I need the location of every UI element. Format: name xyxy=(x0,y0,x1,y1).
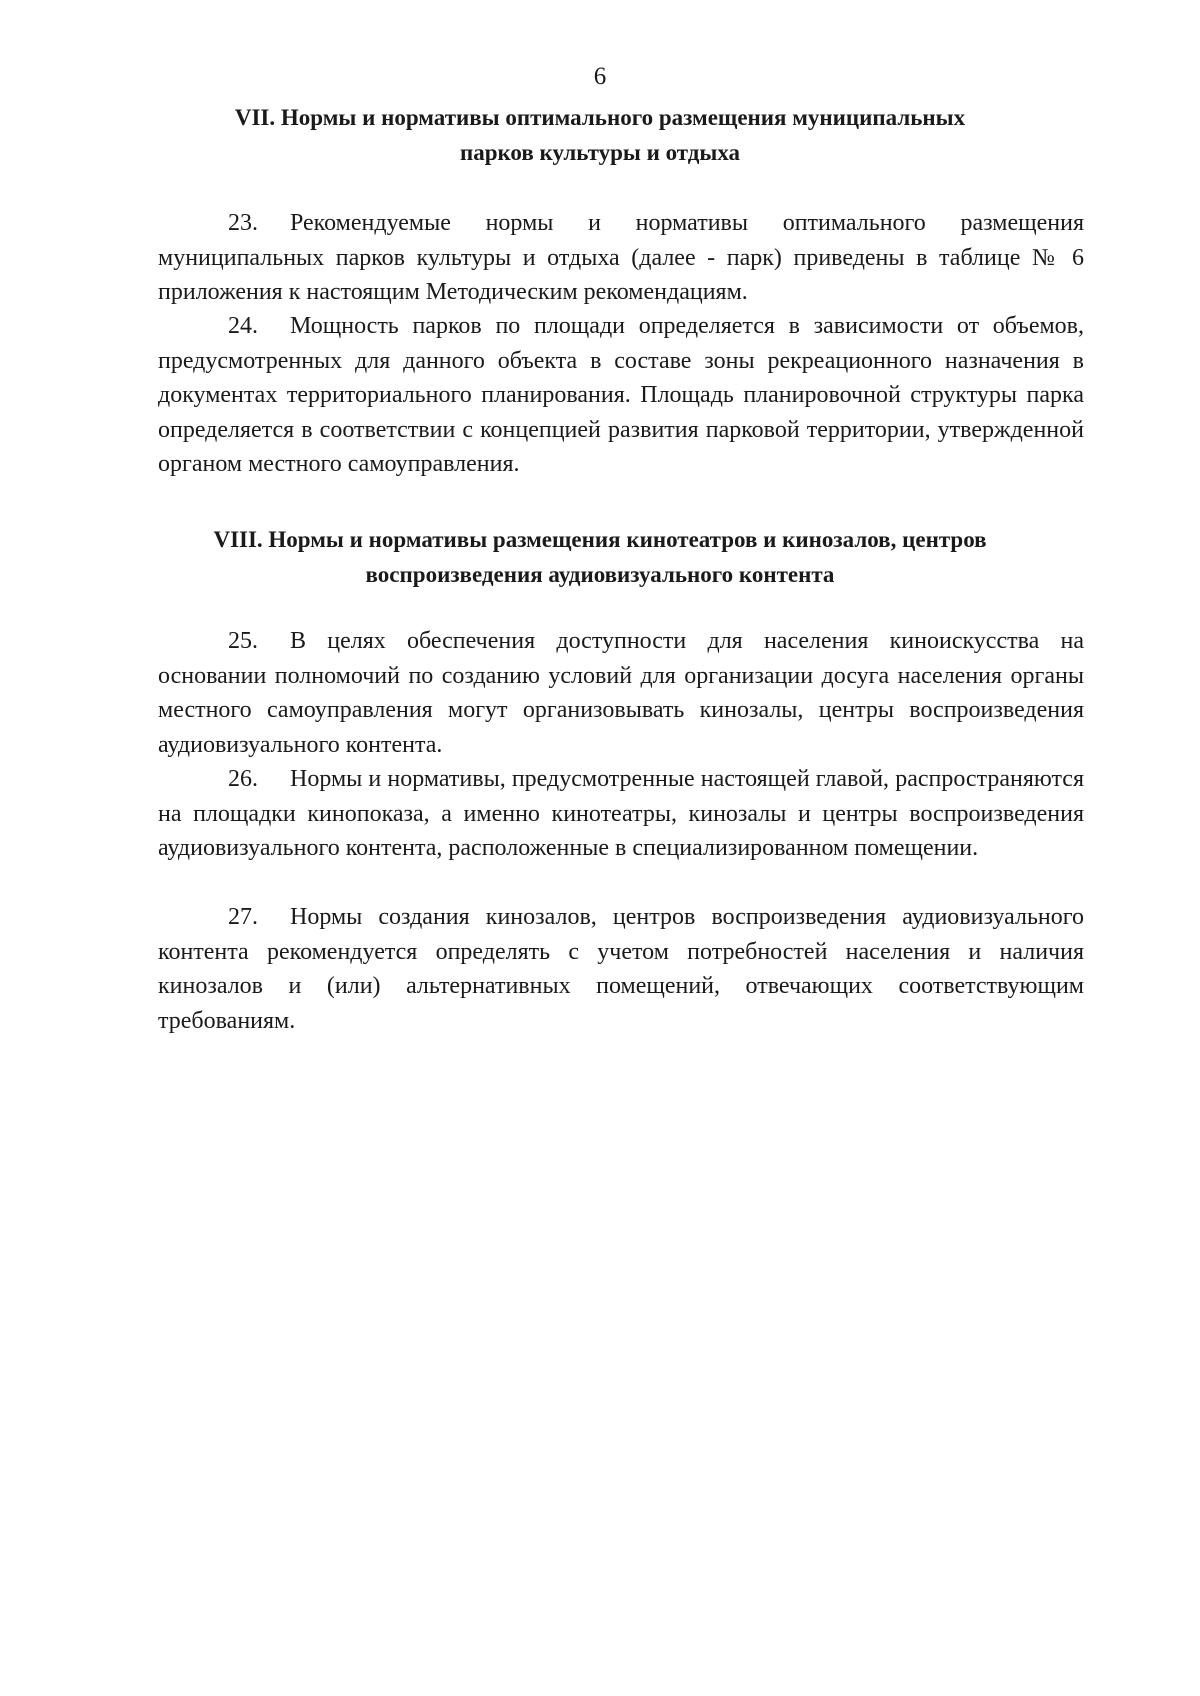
paragraph-23 xyxy=(158,206,1084,310)
paragraph-24 xyxy=(158,309,1084,482)
paragraph-26 xyxy=(158,762,1084,866)
paragraph-text: Мощность парков по площади определяется в зависимости от объемов, предусмотренных для данного объекта в составе зоны рекреационного назначения в документах территориального планирования. Площадь планировочной структуры парка определяется в соответствии с концепцией развития парковой территории, утвержденной органом местного самоуправления. xyxy=(158,313,1084,477)
section-heading-line: VIII. Нормы и нормативы размещения кинотеатров и кинозалов, центров xyxy=(213,527,987,552)
paragraph-25 xyxy=(158,624,1084,762)
section-heading-vii xyxy=(150,100,1050,170)
paragraph-number: 23. xyxy=(228,210,258,236)
paragraph-number: 24. xyxy=(228,313,258,339)
paragraph-number: 26. xyxy=(228,766,258,792)
paragraph-text: Рекомендуемые нормы и нормативы оптимального размещения муниципальных парков культуры и отдыха (далее - парк) приведены в таблице № 6 приложения к настоящим Методическим рекомендациям. xyxy=(158,210,1084,305)
paragraph-27 xyxy=(158,900,1084,1038)
paragraph-text: Нормы и нормативы, предусмотренные настоящей главой, распространяются на площадки кинопоказа, а именно кинотеатры, кинозалы и центры воспроизведения аудиовизуального контента, расположенные в специализированном помещении. xyxy=(158,766,1084,861)
paragraph-text: В целях обеспечения доступности для населения киноискусства на основании полномочий по созданию условий для организации досуга населения органы местного самоуправления могут организовывать кинозалы, центры воспроизведения аудиовизуального контента. xyxy=(158,628,1084,758)
page-number: 6 xyxy=(593,63,607,90)
section-heading-viii xyxy=(150,522,1050,592)
section-heading-line: воспроизведения аудиовизуального контента xyxy=(365,562,835,587)
section-heading-line: парков культуры и отдыха xyxy=(459,140,741,165)
paragraph-number: 25. xyxy=(228,628,258,654)
paragraph-text: Нормы создания кинозалов, центров воспроизведения аудиовизуального контента рекомендуется определять с учетом потребностей населения и наличия кинозалов и (или) альтернативных помещений, отвечающих соответствующим требованиям. xyxy=(158,904,1084,1034)
paragraph-number: 27. xyxy=(228,904,258,930)
section-heading-line: VII. Нормы и нормативы оптимального размещения муниципальных xyxy=(234,105,966,130)
